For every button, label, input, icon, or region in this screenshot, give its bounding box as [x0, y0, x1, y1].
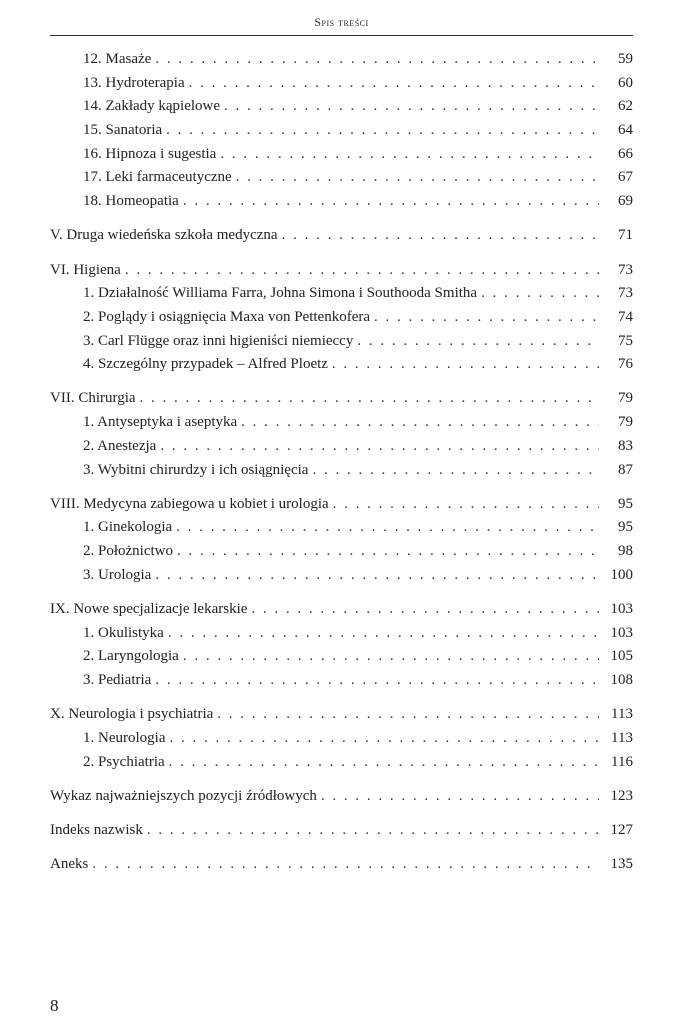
toc-chapter: [50, 387, 633, 411]
toc-entry-title: 1. Antyseptyka i aseptyka: [83, 414, 238, 431]
leader-dots: [155, 48, 599, 72]
leader-dots: [220, 143, 599, 167]
toc-entry-title: 1. Neurologia: [83, 729, 166, 746]
leader-dots: [176, 516, 599, 540]
toc-entry-title: 13. Hydroterapia: [83, 74, 185, 91]
toc-entry-title: 3. Carl Flügge oraz inni higieniści niemieccy: [83, 332, 354, 349]
toc-chapter-title: Wykaz najważniejszych pozycji źródłowych: [50, 787, 317, 804]
leader-dots: [189, 72, 599, 96]
toc-chapter-page: 71: [618, 227, 633, 244]
toc-chapter-page: 79: [618, 390, 633, 407]
toc-entry-page: 73: [618, 285, 633, 302]
toc-chapter-page: 95: [618, 495, 633, 512]
toc-entry-page: 113: [611, 729, 633, 746]
toc-entry: [50, 72, 633, 96]
leader-dots: [155, 564, 599, 588]
toc-entry-title: 15. Sanatoria: [83, 122, 163, 139]
leader-dots: [92, 853, 599, 877]
leader-dots: [147, 819, 599, 843]
toc-entry-page: 100: [610, 566, 633, 583]
toc-entry-page: 116: [611, 753, 633, 770]
toc-entry-page: 98: [618, 543, 633, 560]
toc-entry-title: 1. Działalność Williama Farra, Johna Simona i Southooda Smitha: [83, 285, 478, 302]
toc-entry-page: 64: [618, 122, 633, 139]
toc-entry: [50, 166, 633, 190]
toc-entry-title: 2. Laryngologia: [83, 648, 179, 665]
leader-dots: [168, 622, 599, 646]
toc-entry: [50, 190, 633, 214]
toc-entry: [50, 727, 633, 751]
toc-entry: [50, 622, 633, 646]
leader-dots: [224, 95, 599, 119]
leader-dots: [125, 259, 599, 283]
toc-entry: [50, 282, 633, 306]
leader-dots: [481, 282, 599, 306]
toc-entry: [50, 330, 633, 354]
leader-dots: [241, 411, 599, 435]
leader-dots: [251, 598, 599, 622]
leader-dots: [155, 669, 599, 693]
toc-chapter-page: 73: [618, 261, 633, 278]
toc-entry-page: 83: [618, 437, 633, 454]
toc-chapter-page: 123: [610, 787, 633, 804]
leader-dots: [169, 751, 599, 775]
toc-entry-title: 1. Okulistyka: [83, 624, 164, 641]
toc-entry-title: 3. Wybitni chirurdzy i ich osiągnięcia: [83, 461, 309, 478]
toc-entry-page: 60: [618, 74, 633, 91]
leader-dots: [177, 540, 599, 564]
toc-entry-page: 76: [618, 356, 633, 373]
toc-entry: [50, 119, 633, 143]
toc-entry-page: 103: [610, 624, 633, 641]
toc-entry-title: 12. Masaże: [83, 51, 152, 67]
toc-entry: [50, 95, 633, 119]
toc-entry-title: 3. Pediatria: [83, 672, 152, 688]
toc-chapter: [50, 853, 633, 877]
toc-entry-page: 74: [618, 308, 633, 325]
leader-dots: [183, 645, 599, 669]
toc-chapter: [50, 224, 633, 248]
toc-entry-title: 4. Szczególny przypadek – Alfred Ploetz: [83, 356, 328, 373]
leader-dots: [282, 224, 599, 248]
page-number: 8: [50, 996, 59, 1015]
toc-entry-page: 66: [618, 145, 633, 162]
toc-entry-title: 2. Poglądy i osiągnięcia Maxa von Pettenkofera: [83, 308, 371, 325]
leader-dots: [236, 166, 599, 190]
toc-entry-title: 2. Psychiatria: [83, 753, 165, 770]
toc-entry: [50, 459, 633, 483]
toc-chapter: [50, 598, 633, 622]
toc-entry-page: 87: [618, 461, 633, 478]
leader-dots: [312, 459, 599, 483]
toc-entry-title: 3. Urologia: [83, 566, 152, 583]
toc-entry: [50, 353, 633, 377]
toc-entry-title: 16. Hipnoza i sugestia: [83, 145, 217, 162]
toc-entry-title: 2. Anestezja: [83, 437, 157, 454]
leader-dots: [169, 727, 599, 751]
leader-dots: [333, 493, 599, 517]
toc-chapter: [50, 785, 633, 809]
toc-entry-page: 69: [618, 193, 633, 210]
leader-dots: [374, 306, 599, 330]
header-rule: [50, 35, 633, 36]
toc-chapter: [50, 493, 633, 517]
toc-entry-page: 75: [618, 332, 633, 349]
toc-chapter-page: 113: [611, 706, 633, 723]
toc-entry: [50, 48, 633, 72]
toc-entry-page: 67: [618, 169, 633, 186]
toc-entry-page: 108: [610, 672, 633, 688]
toc-chapter-title: X. Neurologia i psychiatria: [50, 706, 214, 723]
toc-chapter: [50, 819, 633, 843]
toc-entry: [50, 540, 633, 564]
leader-dots: [140, 387, 599, 411]
leader-dots: [217, 703, 599, 727]
toc-chapter-title: IX. Nowe specjalizacje lekarskie: [50, 600, 248, 617]
leader-dots: [332, 353, 599, 377]
toc-entry-title: 1. Ginekologia: [83, 519, 173, 536]
toc-chapter-page: 103: [610, 600, 633, 617]
table-of-contents: [50, 48, 633, 877]
toc-chapter: [50, 259, 633, 283]
leader-dots: [160, 435, 599, 459]
toc-chapter: [50, 703, 633, 727]
leader-dots: [357, 330, 599, 354]
toc-chapter-title: VIII. Medycyna zabiegowa u kobiet i urologia: [50, 495, 329, 512]
toc-entry: [50, 564, 633, 588]
toc-entry-page: 95: [618, 519, 633, 536]
toc-entry: [50, 669, 633, 693]
toc-chapter-page: 127: [610, 821, 633, 838]
toc-entry: [50, 143, 633, 167]
toc-entry-title: 18. Homeopatia: [83, 193, 179, 210]
toc-entry-page: 59: [618, 51, 633, 67]
toc-chapter-title: VII. Chirurgia: [50, 390, 136, 407]
toc-entry: [50, 645, 633, 669]
running-head: Spis treści: [314, 15, 369, 29]
leader-dots: [166, 119, 599, 143]
toc-chapter-title: V. Druga wiedeńska szkoła medyczna: [50, 227, 278, 244]
leader-dots: [321, 785, 599, 809]
toc-entry-page: 62: [618, 98, 633, 115]
toc-entry-page: 79: [618, 414, 633, 431]
toc-entry: [50, 751, 633, 775]
toc-entry: [50, 411, 633, 435]
toc-entry-page: 105: [610, 648, 633, 665]
toc-entry-title: 2. Położnictwo: [83, 543, 173, 560]
toc-chapter-title: Aneks: [50, 856, 89, 873]
toc-entry: [50, 516, 633, 540]
toc-chapter-title: Indeks nazwisk: [50, 821, 143, 838]
toc-entry-title: 14. Zakłady kąpielowe: [83, 98, 221, 115]
leader-dots: [183, 190, 599, 214]
toc-entry-title: 17. Leki farmaceutyczne: [83, 169, 232, 186]
toc-chapter-page: 135: [610, 856, 633, 873]
toc-chapter-title: VI. Higiena: [50, 261, 121, 278]
toc-entry: [50, 306, 633, 330]
toc-entry: [50, 435, 633, 459]
